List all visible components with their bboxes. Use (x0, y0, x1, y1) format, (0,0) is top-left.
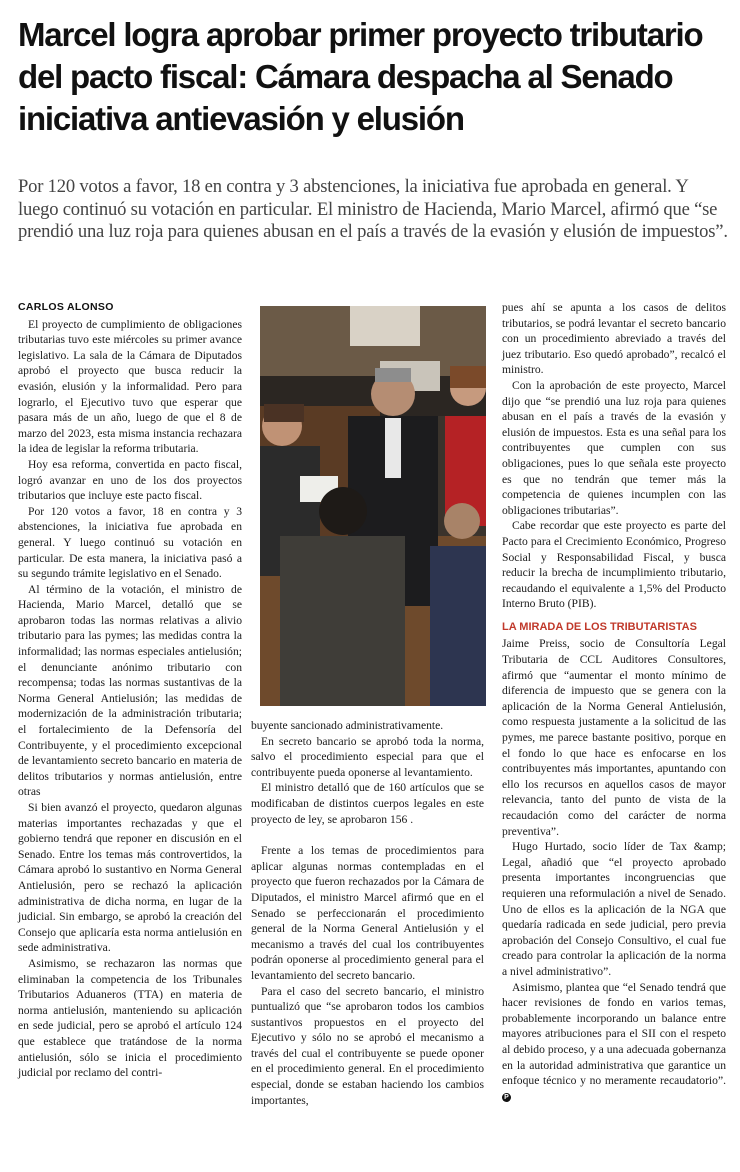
paragraph: Por 120 votos a favor, 18 en contra y 3 abstenciones, la iniciativa fue aprobada en general. Y luego continuó su votación en particular. De esta manera, la iniciativa pasó a su segundo trámite legislativo en el Senado. (18, 504, 242, 581)
paragraph: En secreto bancario se aprobó toda la norma, salvo el procedimiento especial para que el contribuyente pueda oponerse al levantamiento. (251, 734, 484, 779)
paragraph: pues ahí se apunta a los casos de delitos tributarios, se podrá levantar el secreto bancario con un procedimiento abreviado a través del juez tributario. Eso quedó aprobado”, recalcó el ministro. (502, 301, 726, 377)
paragraph: Con la aprobación de este proyecto, Marcel dijo que “se prendió una luz roja para quienes abusan en el país a través de la evasión y elusión de impuestos. Esta es una señal para los contribuyentes que cumplen con sus obligaciones, pues lo que señala este proyecto es que no tendrán que temer más la competencia de quienes incumplen con las obligaciones tributarias”. (502, 378, 726, 517)
article-column-2 (251, 718, 484, 1108)
paragraph (502, 980, 726, 1105)
article-column-3 (502, 300, 726, 1104)
end-mark-icon: P (502, 1093, 511, 1102)
closing-text: Asimismo, plantea que “el Senado tendrá que hacer revisiones de fondo en varios temas, probablemente incorporando un balance entre mayores atribuciones para el SII con el respeto al debido proceso, y a una adecuada gobernanza en la autoridad administrativa que garantice un enfoque técnico y no meramente recaudatorio”. (502, 980, 726, 1088)
paragraph: Frente a los temas de procedimientos para aplicar algunas normas contempladas en el proyecto que fueron rechazados por la Cámara de Diputados, el ministro Marcel afirmó que en el Senado se perfeccionarán el procedimiento general de la Norma General Antielusión y el mecanismo a través del cual los contribuyentes podrán oponerse al procedimiento general para el levantamiento del secreto bancario. (251, 844, 484, 982)
section-subhead: LA MIRADA DE LOS TRIBUTARISTAS (502, 620, 697, 633)
paragraph-gap (251, 827, 484, 843)
photo-illustration (260, 306, 486, 706)
paragraph: Hugo Hurtado, socio líder de Tax &amp; Legal, añadió que “el proyecto aprobado presenta importantes incongruencias que requieren una reformulación a nivel de Senado. Uno de ellos es la aplicación de la NGA que quedaría radicada en sede judicial, pero previa aprobación del Consejo Consultivo, el cual fue creado para controlar la aplicación de la norma a nivel administrativo”. (502, 840, 726, 978)
lead-paragraph: Por 120 votos a favor, 18 en contra y 3 abstenciones, la iniciativa fue aprobada en general. Y luego continuó su votación en particular. El ministro de Hacienda, Mario Marcel, afirmó que “se prendió una luz roja para quienes abusan en el país a través de la evasión y elusión de impuestos”. (18, 176, 728, 242)
article-photo (260, 306, 486, 706)
paragraph: El proyecto de cumplimiento de obligaciones tributarias tuvo este miércoles su primer avance legislativo. La sala de la Cámara de Diputados aprobó el proyecto que busca reducir la evasión, elusión y la informalidad. Pero para lograrlo, el Ejecutivo tuvo que esperar que pasara más de un año, luego de que el 8 de marzo del 2023, esta misma instancia rechazara la idea de legislar la reforma tributaria. (18, 317, 242, 456)
paragraph: Cabe recordar que este proyecto es parte del Pacto para el Crecimiento Económico, Progreso Social y Responsabilidad Fiscal, y busca reducir la brecha de incumplimiento tributario, recaudando el equivalente a 1,5% del Producto Interno Bruto (PIB). (502, 519, 726, 611)
headline: Marcel logra aprobar primer proyecto tributario del pacto fiscal: Cámara despacha al Senado iniciativa antievasión y elusión (18, 16, 703, 137)
paragraph: Para el caso del secreto bancario, el ministro puntualizó que “se aprobaron todos los cambios sustantivos propuestos en el proyecto del Ejecutivo y sólo no se aprobó el mecanismo a través del cual el contribuyente se puede oponer en el procedimiento general. En el procedimiento especial, donde se estaban haciendo los cambios importantes, (251, 984, 484, 1107)
paragraph: Hoy esa reforma, convertida en pacto fiscal, logró avanzar en uno de los dos proyectos tributarios que incluye este pacto fiscal. (18, 457, 242, 503)
paragraph: Si bien avanzó el proyecto, quedaron algunas materias importantes rechazadas y que el gobierno tendrá que reponer en discusión en el Senado. Entre los temas más controvertidos, la Cámara aprobó lo sustantivo en Norma General Antielusión, pero se rechazó la aplicación administrativa de dicha norma, en lugar de la judicial. Sin embargo, se aprobó la creación del Consejo que aplicaría esta norma antielusión en sede administrativa. (18, 801, 242, 955)
paragraph: Al término de la votación, el ministro de Hacienda, Mario Marcel, detalló que se aprobaron todas las normas relativas a alivio tributario para las pymes; las medidas contra la informalidad; las normas especiales antielusión; el denunciante anónimo tributario con recompensa; todas las normas sustantivas de la Norma General Antielusión; las medidas de modernización de la administración tributaria; el fortalecimiento de la Defensoría del Contribuyente, y el procedimiento excepcional de levantamiento secreto bancario en materia de delitos tributarios y normas antielusión, entre otras (18, 582, 242, 799)
article-column-1 (18, 300, 242, 1081)
byline: CARLOS ALONSO (18, 301, 114, 313)
paragraph: Jaime Preiss, socio de Consultoría Legal Tributaria de CCL Auditores Consultores, afirmó que “aumentar el monto mínimo de diferencia de impuesto que se genera con la aplicación de la Norma General Antielusión, como respuesta justamente a la solicitud de las pymes, me parece bastante positivo, porque en el fondo lo que hace es enfocarse en los contribuyentes más importantes, apuntando con ello los recursos en aquellos casos de mayor relevancia, tanto del punto de vista de la recaudación como del carácter de norma preventiva”. (502, 637, 726, 838)
paragraph: buyente sancionado administrativamente. (251, 719, 444, 732)
paragraph: Asimismo, se rechazaron las normas que eliminaban la competencia de los Tribunales Tributarios Aduaneros (TTA) en materia de norma antielusión, manteniendo su aplicación en sede judicial, pero se aprobó el artículo 124 que establece que tratándose de la norma antielusión, sólo se inicia el procedimiento judicial por reclamo del contri- (18, 956, 242, 1080)
paragraph: El ministro detalló que de 160 artículos que se modificaban de distintos cuerpos legales en este proyecto de ley, se aprobaron 156 . (251, 781, 484, 826)
